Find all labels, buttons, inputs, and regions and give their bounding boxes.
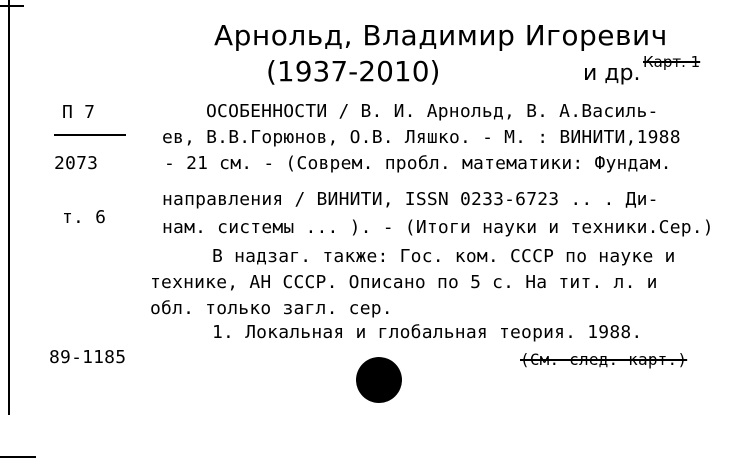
volume-number: т. 6 — [62, 207, 107, 228]
call-number-divider — [54, 134, 126, 136]
record-line: ев, В.В.Горюнов, О.В. Ляшко. - М. : ВИНИТИ,1988 — [162, 127, 681, 148]
record-line: В надзаг. также: Гос. ком. СССР по науке и — [212, 246, 676, 267]
record-line: ОСОБЕННОСТИ / В. И. Арнольд, В. А.Василь- — [206, 101, 659, 122]
top-border-tick — [0, 5, 24, 7]
record-line: 1. Локальная и глобальная теория. 1988. — [212, 322, 643, 343]
handwritten-card-note: Карт. 1 — [643, 53, 701, 71]
call-number-bottom: 2073 — [54, 153, 99, 174]
record-line: направления / ВИНИТИ, ISSN 0233-6723 .. . Ди- — [162, 189, 659, 210]
left-border-line — [8, 0, 10, 415]
record-line: - 21 см. - (Соврем. пробл. математики: Фундам. — [164, 153, 672, 174]
record-line: нам. системы ... ). - (Итоги науки и техники.Сер.) — [162, 217, 714, 238]
bottom-border-tick — [0, 456, 36, 458]
record-line: обл. только загл. сер. — [150, 298, 393, 319]
handwritten-others: и др. — [583, 61, 641, 86]
accession-number: 89-1185 — [49, 347, 127, 368]
handwritten-author-name: Арнольд, Владимир Игоревич — [214, 19, 668, 52]
struck-see-next-card: (См. след. карт.) — [520, 350, 688, 369]
handwritten-years: (1937-2010) — [266, 55, 441, 88]
catalog-rod-hole — [356, 357, 402, 403]
record-line: технике, АН СССР. Описано по 5 с. На тит. л. и — [150, 272, 658, 293]
call-number-top: П 7 — [62, 102, 96, 123]
